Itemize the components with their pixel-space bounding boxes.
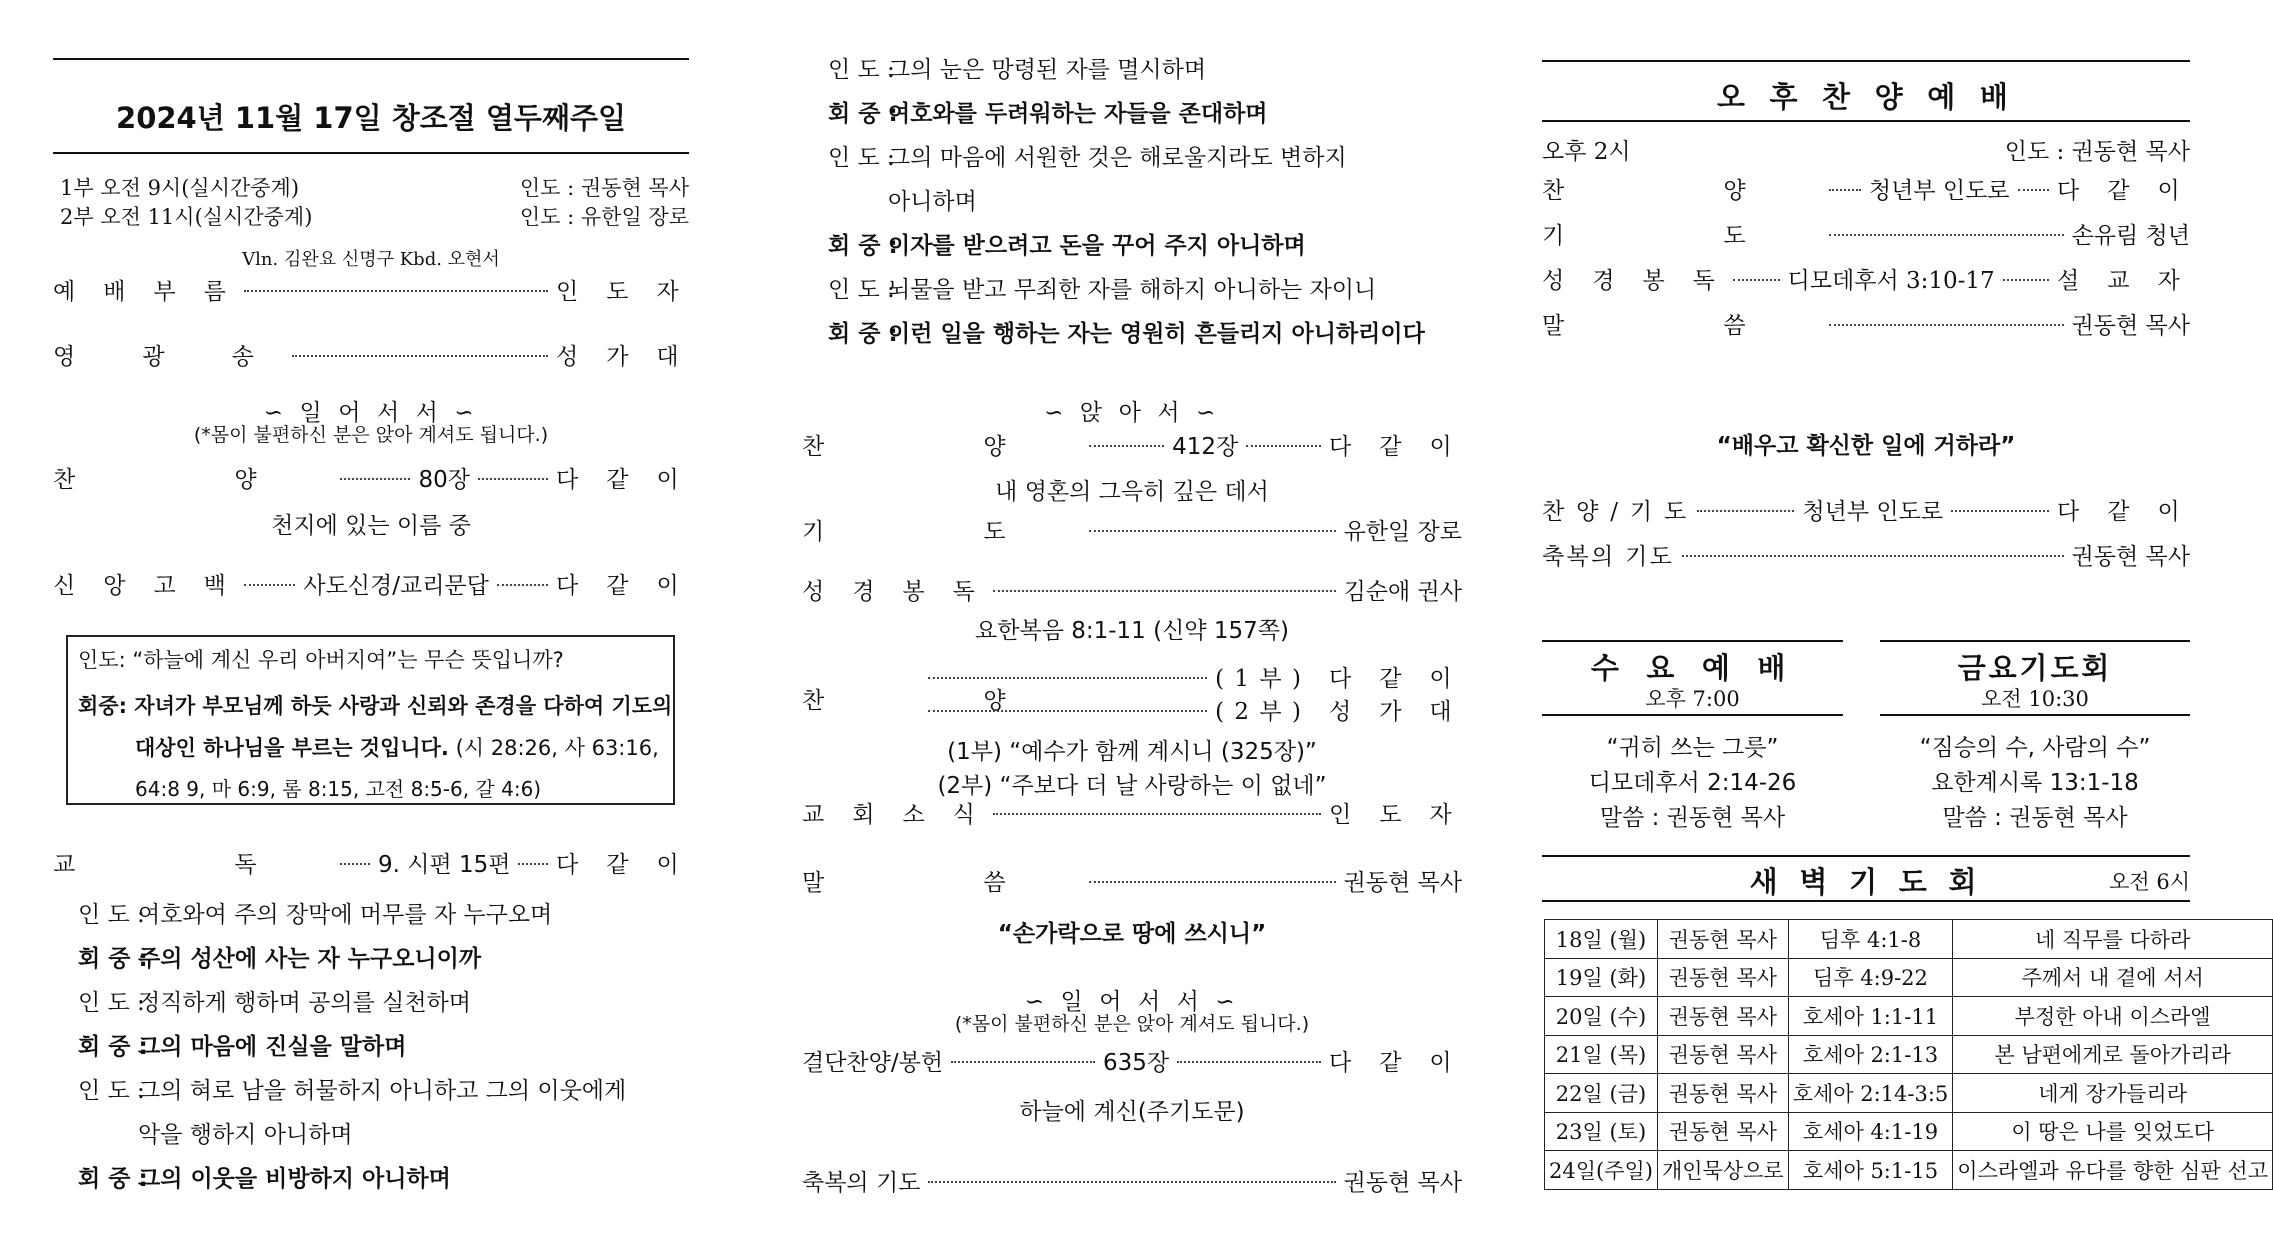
dawn-date: 20일 (수) [1545, 997, 1658, 1036]
responsive-speaker: 회 중 : [78, 1166, 148, 1192]
responsive-text: 아니하며 [888, 189, 977, 215]
dawn-title-cell: 이스라엘과 유다를 향한 심판 선고 [1953, 1151, 2273, 1190]
order-right: 성 가 대 [555, 344, 689, 370]
leader-dots [292, 355, 548, 357]
afternoon-sermon-title: “배우고 확신한 일에 거하라” [1716, 433, 2016, 459]
leader-dots [1089, 445, 1164, 447]
leader-dots [1697, 510, 1795, 512]
leader-dots [993, 813, 1321, 815]
leader-dots [1951, 510, 2049, 512]
offering-title: 하늘에 계신(주기도문) [1019, 1099, 1245, 1125]
order-center: 412장 [1172, 434, 1239, 460]
dawn-table-body [1545, 920, 2273, 1190]
order-news [802, 800, 1462, 830]
wed-rule [1542, 714, 1843, 716]
order-hymn [802, 432, 1462, 462]
dawn-row [1545, 997, 2273, 1036]
order-right: (1부) 다 같 이 [1215, 666, 1462, 692]
order-item [1542, 311, 2190, 341]
service-1-time: 1부 오전 9시(실시간중계) [60, 176, 300, 200]
sit-down-note: ∽ 앉 아 서 ∽ [1044, 400, 1220, 426]
responsive-speaker: 인 도 : [78, 990, 145, 1016]
dawn-rule-top [1542, 855, 2190, 857]
order-right: 다 같 이 [2056, 499, 2191, 525]
dawn-leader: 권동현 목사 [1657, 1074, 1788, 1113]
responsive-speaker: 회 중 : [828, 101, 898, 127]
responsive-speaker: 회 중 : [78, 946, 148, 972]
dawn-date: 21일 (목) [1545, 1035, 1658, 1074]
fri-rule [1880, 714, 2190, 716]
wed-rule-top [1542, 640, 1843, 642]
stand-up-subnote: (*몸이 불편하신 분은 앉아 계셔도 됩니다.) [954, 1013, 1310, 1035]
order-center: 9. 시편 15편 [377, 852, 511, 878]
dawn-passage: 호세아 2:1-13 [1788, 1035, 1953, 1074]
service-2-time: 2부 오전 11시(실시간중계) [60, 205, 313, 229]
dawn-leader: 권동현 목사 [1657, 997, 1788, 1036]
leader-dots [951, 1061, 1095, 1063]
wed-time: 오후 7:00 [1645, 687, 1740, 711]
dawn-date: 24일(주일) [1545, 1151, 1658, 1190]
dawn-row [1545, 958, 2273, 997]
order-right: 권동현 목사 [2071, 544, 2190, 570]
responsive-speaker: 회 중 : [828, 321, 898, 347]
stand-up-subnote: (*몸이 불편하신 분은 앉아 계셔도 됩니다.) [193, 424, 549, 446]
dawn-title-cell: 본 남편에게로 돌아가리라 [1953, 1035, 2273, 1074]
dawn-passage: 호세아 1:1-11 [1788, 997, 1953, 1036]
top-rule [53, 58, 689, 60]
dawn-passage: 호세아 2:14-3:5 [1788, 1074, 1953, 1113]
dawn-title-cell: 네게 장가들리라 [1953, 1074, 2273, 1113]
order-right: 다 같 이 [1328, 1050, 1462, 1076]
responsive-text: 그의 마음에 진실을 말하며 [138, 1034, 407, 1060]
dawn-title: 새 벽 기 도 회 [1749, 865, 1983, 899]
leader-dots [928, 677, 1207, 679]
dawn-prayer-table [1544, 919, 2273, 1190]
wed-title: 수 요 예 배 [1590, 651, 1795, 685]
catechism-answer-3: 64:8 9, 마 6:9, 롬 8:15, 고전 8:5-6, 갈 4:6) [135, 777, 542, 801]
service-2-leader: 인도 : 유한일 장로 [519, 205, 689, 229]
top-rule [1542, 60, 2190, 62]
order-item [1542, 497, 2190, 527]
order-right: (2부) 성 가 대 [1215, 699, 1462, 725]
dawn-date: 22일 (금) [1545, 1074, 1658, 1113]
middle-column [780, 0, 1480, 1234]
dawn-leader: 권동현 목사 [1657, 1035, 1788, 1074]
leader-dots [497, 584, 548, 586]
dawn-date: 18일 (월) [1545, 920, 1658, 959]
leader-dots [478, 478, 548, 480]
order-label: 교 독 [53, 852, 333, 878]
dawn-row [1545, 1112, 2273, 1151]
order-center: 635장 [1102, 1050, 1170, 1076]
order-right: 인 도 자 [555, 279, 689, 305]
afternoon-time: 오후 2시 [1542, 139, 1631, 165]
dawn-title-cell: 이 땅은 나를 잊었도다 [1953, 1112, 2273, 1151]
leader-dots [1177, 1061, 1321, 1063]
responsive-text: 주의 성산에 사는 자 누구오니이까 [138, 946, 482, 972]
catechism-ref: (시 28:26, 사 63:16, [448, 736, 659, 760]
order-right: 다 같 이 [2056, 178, 2191, 204]
service-1-leader: 인도 : 권동현 목사 [519, 176, 689, 200]
order-label: 영 광 송 [53, 344, 284, 370]
order-choir-2 [920, 697, 1462, 727]
leader-dots [2018, 189, 2049, 191]
hymn-title: 천지에 있는 이름 중 [271, 513, 471, 539]
title-rule [53, 152, 689, 154]
order-right: 다 같 이 [1328, 434, 1463, 460]
responsive-text: 여호와를 두려워하는 자들을 존대하며 [888, 101, 1268, 127]
order-label: 찬 양 / 기 도 [1542, 499, 1689, 525]
dawn-passage: 딤후 4:1-8 [1788, 920, 1953, 959]
order-sermon [802, 868, 1462, 898]
fri-rule-top [1880, 640, 2190, 642]
leader-dots [1089, 530, 1335, 532]
order-label: 찬 양 [53, 467, 333, 493]
order-gloria [53, 342, 689, 372]
order-center: 사도신경/교리문답 [303, 573, 489, 599]
catechism-question: 인도: “하늘에 계신 우리 아버지여”는 무슨 뜻입니까? [78, 648, 564, 672]
catechism-answer-1: 회중: 자녀가 부모님께 하듯 사랑과 신뢰와 존경을 다하여 기도의 [78, 694, 673, 718]
dawn-passage: 딤후 4:9-22 [1788, 958, 1953, 997]
order-center: 디모데후서 3:10-17 [1787, 268, 1995, 294]
dawn-row [1545, 1035, 2273, 1074]
responsive-text: 그의 이웃을 비방하지 아니하며 [138, 1166, 451, 1192]
choir-song-2: (2부) “주보다 더 날 사랑하는 이 없네” [937, 773, 1327, 799]
order-item [1542, 542, 2190, 572]
wed-reference: 디모데후서 2:14-26 [1588, 770, 1797, 796]
order-label: 찬 양 [1542, 178, 1822, 204]
leader-dots [928, 1181, 1335, 1183]
fri-title: 금요기도회 [1957, 651, 2113, 685]
order-call-to-worship [53, 277, 689, 307]
order-center: 80장 [418, 467, 470, 493]
order-label: 말 씀 [802, 870, 1082, 896]
scripture-reference: 요한복음 8:1-11 (신약 157쪽) [975, 618, 1289, 644]
responsive-speaker: 회 중 : [828, 233, 898, 259]
leader-dots [340, 863, 370, 865]
stand-up-note: ∽ 일 어 서 서 ∽ [1024, 989, 1240, 1015]
responsive-speaker: 회 중 : [78, 1034, 148, 1060]
dawn-leader: 권동현 목사 [1657, 920, 1788, 959]
order-right: 권동현 목사 [1343, 870, 1462, 896]
responsive-speaker: 인 도 : [828, 57, 895, 83]
leader-dots [518, 863, 548, 865]
responsive-speaker: 인 도 : [828, 145, 895, 171]
wed-sermon-title: “귀히 쓰는 그릇” [1606, 735, 1779, 761]
leader-dots [1089, 881, 1335, 883]
dawn-title-cell: 네 직무를 다하라 [1953, 920, 2273, 959]
order-label: 신 앙 고 백 [53, 573, 237, 599]
responsive-speaker: 인 도 : [78, 902, 145, 928]
responsive-text: 뇌물을 받고 무죄한 자를 해하지 아니하는 자이니 [888, 277, 1377, 303]
order-choir-1 [920, 664, 1462, 694]
order-item [1542, 176, 2190, 206]
order-right: 인 도 자 [1328, 802, 1462, 828]
order-item [1542, 266, 2190, 296]
wed-speaker: 말씀 : 권동현 목사 [1599, 805, 1786, 831]
left-column [0, 0, 700, 1234]
order-right: 손유림 청년 [2071, 223, 2190, 249]
order-center: 청년부 인도로 [1868, 178, 2010, 204]
leader-dots [244, 584, 295, 586]
dawn-leader: 개인묵상으로 [1657, 1151, 1788, 1190]
order-label: 성 경 봉 독 [1542, 268, 1726, 294]
responsive-speaker: 인 도 : [828, 277, 895, 303]
order-offering [802, 1048, 1462, 1078]
responsive-text: 여호와여 주의 장막에 머무를 자 누구오며 [138, 902, 553, 928]
dawn-passage: 호세아 5:1-15 [1788, 1151, 1953, 1190]
catechism-answer-bold: 대상인 하나님을 부르는 것입니다. [135, 736, 449, 760]
fri-speaker: 말씀 : 권동현 목사 [1942, 805, 2128, 831]
dawn-time: 오전 6시 [2109, 870, 2190, 894]
dawn-row [1545, 920, 2273, 959]
order-responsive-reading [53, 850, 689, 880]
responsive-text: 그의 혀로 남을 허물하지 아니하고 그의 이웃에게 [138, 1078, 627, 1104]
order-right: 설 교 자 [2056, 268, 2191, 294]
dawn-row [1545, 1074, 2273, 1113]
sermon-title: “손가락으로 땅에 쓰시니” [997, 921, 1267, 947]
order-right: 김순애 권사 [1343, 579, 1462, 605]
stand-up-note: ∽ 일 어 서 서 ∽ [263, 400, 479, 426]
order-label: 교 회 소 식 [802, 802, 986, 828]
order-choir-label: 찬 양 [802, 688, 1082, 714]
order-label: 예 배 부 름 [53, 279, 237, 305]
hymn-title: 내 영혼의 그윽히 깊은 데서 [995, 479, 1269, 505]
fri-sermon-title: “짐승의 수, 사람의 수” [1919, 735, 2151, 761]
order-item [1542, 221, 2190, 251]
order-right: 다 같 이 [555, 573, 690, 599]
leader-dots [1682, 555, 2063, 557]
order-hymn [53, 465, 689, 495]
leader-dots [928, 710, 1207, 712]
dawn-title-cell: 부정한 아내 이스라엘 [1953, 997, 2273, 1036]
order-label: 말 씀 [1542, 313, 1822, 339]
leader-dots [1733, 279, 1779, 281]
responsive-text: 이런 일을 행하는 자는 영원히 흔들리지 아니하리이다 [888, 321, 1425, 347]
order-label: 성 경 봉 독 [802, 579, 986, 605]
order-label: 축복의 기도 [1542, 544, 1675, 570]
dawn-passage: 호세아 4:1-19 [1788, 1112, 1953, 1151]
order-right: 권동현 목사 [2071, 313, 2190, 339]
bulletin-title: 2024년 11월 17일 창조절 열두째주일 [116, 101, 626, 135]
afternoon-title: 오 후 찬 양 예 배 [1716, 80, 2016, 114]
right-column [1530, 0, 2268, 1234]
order-center: 청년부 인도로 [1802, 499, 1944, 525]
order-benediction [802, 1168, 1462, 1198]
title-rule [1542, 120, 2190, 122]
order-scripture [802, 577, 1462, 607]
order-label: 찬 양 [802, 434, 1082, 460]
order-right: 다 같 이 [555, 467, 690, 493]
order-right: 다 같 이 [555, 852, 690, 878]
leader-dots [1829, 234, 2063, 236]
leader-dots [993, 590, 1335, 592]
dawn-title-cell: 주께서 내 곁에 서서 [1953, 958, 2273, 997]
leader-dots [244, 290, 548, 292]
order-prayer [802, 517, 1462, 547]
leader-dots [1829, 324, 2063, 326]
order-creed [53, 571, 689, 601]
responsive-speaker: 인 도 : [78, 1078, 145, 1104]
order-label: 기 도 [1542, 223, 1822, 249]
dawn-date: 19일 (화) [1545, 958, 1658, 997]
responsive-text: 이자를 받으려고 돈을 꾸어 주지 아니하며 [888, 233, 1306, 259]
musicians: Vln. 김완요 신명구 Kbd. 오현서 [242, 249, 500, 270]
order-right: 유한일 장로 [1343, 519, 1462, 545]
order-right: 권동현 목사 [1343, 1170, 1462, 1196]
leader-dots [1246, 445, 1321, 447]
dawn-date: 23일 (토) [1545, 1112, 1658, 1151]
leader-dots [1829, 189, 1860, 191]
responsive-text: 정직하게 행하며 공의를 실천하며 [138, 990, 471, 1016]
order-label: 기 도 [802, 519, 1082, 545]
choir-song-1: (1부) “예수가 함께 계시니 (325장)” [947, 739, 1317, 765]
order-label: 축복의 기도 [802, 1170, 921, 1196]
responsive-text: 그의 마음에 서원한 것은 해로울지라도 변하지 [888, 145, 1347, 171]
fri-time: 오전 10:30 [1981, 687, 2089, 711]
responsive-text: 악을 행하지 아니하며 [138, 1122, 353, 1148]
dawn-leader: 권동현 목사 [1657, 958, 1788, 997]
order-label: 결단찬양/봉헌 [802, 1050, 944, 1076]
dawn-leader: 권동현 목사 [1657, 1112, 1788, 1151]
leader-dots [340, 478, 410, 480]
dawn-rule [1542, 900, 2190, 902]
leader-dots [2003, 279, 2049, 281]
dawn-row [1545, 1151, 2273, 1190]
fri-reference: 요한계시록 13:1-18 [1931, 770, 2139, 796]
afternoon-leader: 인도 : 권동현 목사 [2004, 139, 2190, 165]
responsive-text: 그의 눈은 망령된 자를 멸시하며 [888, 57, 1207, 83]
catechism-answer-2 [135, 732, 659, 762]
